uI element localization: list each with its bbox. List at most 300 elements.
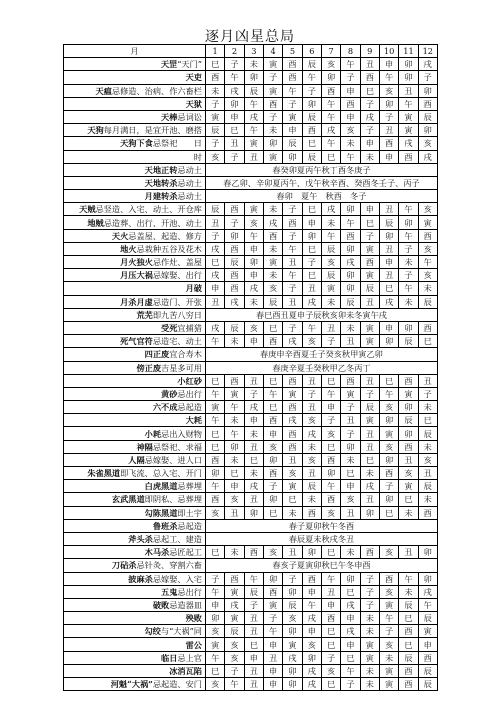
branch-cell: 酉 <box>263 229 282 242</box>
table-row <box>64 295 438 308</box>
branch-cell: 戌 <box>302 427 321 440</box>
branch-cell: 戌 <box>225 598 244 611</box>
seasonal-rule-cell: 春辰夏未秋戌冬丑 <box>206 532 438 545</box>
star-note: 忌造宅、动土 <box>152 336 202 347</box>
branch-cell: 寅 <box>379 664 398 677</box>
branch-cell: 辰 <box>225 256 244 269</box>
branch-cell: 子 <box>283 97 302 110</box>
star-note: 忌起工、建造 <box>152 534 202 545</box>
branch-cell: 巳 <box>321 638 340 651</box>
branch-cell: 戌 <box>225 84 244 97</box>
branch-cell: 巳 <box>244 453 263 466</box>
branch-cell: 亥 <box>263 440 282 453</box>
star-name: 斧头杀 <box>128 534 153 545</box>
table-row <box>64 638 438 651</box>
branch-cell: 寅 <box>283 387 302 400</box>
branch-cell: 未 <box>302 440 321 453</box>
branch-cell: 申 <box>263 678 282 691</box>
header-month-number: 4 <box>263 45 282 58</box>
branch-cell: 卯 <box>302 97 321 110</box>
branch-cell: 未 <box>418 493 437 506</box>
branch-cell: 酉 <box>225 242 244 255</box>
branch-cell: 酉 <box>225 269 244 282</box>
branch-cell: 午 <box>418 598 437 611</box>
star-note: 忌起造 <box>177 520 202 531</box>
star-name: 死气官符 <box>120 336 153 347</box>
branch-cell: 戌 <box>321 124 340 137</box>
star-note: 忌嫁娶、入宅 <box>152 573 202 584</box>
branch-cell: 寅 <box>360 269 379 282</box>
branch-cell: 巳 <box>283 493 302 506</box>
branch-cell: 酉 <box>244 546 263 559</box>
branch-cell: 辰 <box>399 414 418 427</box>
branch-cell: 卯 <box>283 678 302 691</box>
star-note: 即阴私、忌葬埋 <box>144 494 202 505</box>
branch-cell: 申 <box>341 480 360 493</box>
table-row <box>64 559 438 572</box>
branch-cell: 辰 <box>418 110 437 123</box>
branch-cell: 亥 <box>321 427 340 440</box>
branch-cell: 申 <box>206 598 225 611</box>
table-row <box>64 612 438 625</box>
branch-cell: 卯 <box>263 572 282 585</box>
star-name: 天贼 <box>79 204 96 215</box>
branch-cell: 酉 <box>206 71 225 84</box>
branch-cell: 卯 <box>341 203 360 216</box>
branch-cell: 巳 <box>302 137 321 150</box>
branch-cell: 亥 <box>379 585 398 598</box>
branch-cell: 申 <box>379 321 398 334</box>
branch-cell: 戌 <box>418 585 437 598</box>
star-name: 白虎黑道 <box>144 481 178 492</box>
star-name: 月建转杀 <box>144 191 178 202</box>
table-row <box>64 401 438 414</box>
branch-cell: 丑 <box>283 256 302 269</box>
star-name-cell <box>64 374 206 387</box>
branch-cell: 卯 <box>341 440 360 453</box>
star-name-cell <box>64 493 206 506</box>
seasonal-rule-cell: 春卯 夏午 秋酉 冬子 <box>206 190 438 203</box>
branch-cell: 午 <box>341 664 360 677</box>
branch-cell: 申 <box>341 110 360 123</box>
branch-cell: 酉 <box>283 374 302 387</box>
branch-cell: 酉 <box>302 572 321 585</box>
branch-cell: 亥 <box>244 321 263 334</box>
star-note: 忌竖造、入宅、动土、开仓库 <box>95 204 202 215</box>
branch-cell: 子 <box>360 229 379 242</box>
branch-cell: 丑 <box>379 269 398 282</box>
branch-cell: 未 <box>360 664 379 677</box>
branch-cell: 巳 <box>321 150 340 163</box>
branch-cell: 午 <box>244 229 263 242</box>
branch-cell: 戌 <box>341 625 360 638</box>
branch-cell: 卯 <box>379 493 398 506</box>
star-note: 忌起造 <box>177 402 202 413</box>
star-note: 忌动土 <box>177 191 202 202</box>
branch-cell: 子 <box>379 625 398 638</box>
branch-cell: 寅 <box>379 678 398 691</box>
branch-cell: 未 <box>399 585 418 598</box>
branch-cell: 丑 <box>302 467 321 480</box>
branch-cell: 巳 <box>321 625 340 638</box>
star-name-cell <box>64 480 206 493</box>
branch-cell: 寅 <box>399 480 418 493</box>
star-name-cell <box>64 269 206 282</box>
branch-cell: 丑 <box>360 58 379 71</box>
branch-cell: 辰 <box>206 203 225 216</box>
header-month-number: 8 <box>341 45 360 58</box>
branch-cell: 亥 <box>379 546 398 559</box>
branch-cell: 寅 <box>379 598 398 611</box>
star-note: 宜捕猎 <box>177 323 202 334</box>
branch-cell: 酉 <box>399 664 418 677</box>
branch-cell: 酉 <box>418 97 437 110</box>
branch-cell: 子 <box>225 216 244 229</box>
branch-cell: 子 <box>341 427 360 440</box>
star-name: 河魁“大祸” <box>110 679 153 690</box>
branch-cell: 亥 <box>263 546 282 559</box>
branch-cell: 子 <box>360 124 379 137</box>
branch-cell: 辰 <box>283 137 302 150</box>
branch-cell: 辰 <box>244 585 263 598</box>
table-row <box>64 493 438 506</box>
branch-cell: 酉 <box>263 414 282 427</box>
table-row <box>64 387 438 400</box>
branch-cell: 亥 <box>321 506 340 519</box>
star-note: 即飞流、总入宅、开门 <box>120 468 202 479</box>
star-name-cell <box>64 216 206 229</box>
branch-cell: 巳 <box>206 664 225 677</box>
branch-cell: 寅 <box>341 387 360 400</box>
star-name: 天地转杀 <box>144 177 178 188</box>
branch-cell: 辰 <box>418 295 437 308</box>
table-row <box>64 71 438 84</box>
branch-cell: 亥 <box>206 150 225 163</box>
branch-cell: 戌 <box>263 216 282 229</box>
branch-cell: 辰 <box>379 216 398 229</box>
branch-cell: 酉 <box>418 506 437 519</box>
branch-cell: 未 <box>263 124 282 137</box>
seasonal-rule-cell: 春子夏卯秋午冬酉 <box>206 519 438 532</box>
star-name: 玄武黑道 <box>111 494 145 505</box>
branch-cell: 辰 <box>302 480 321 493</box>
star-name-cell <box>64 678 206 691</box>
branch-cell: 酉 <box>360 71 379 84</box>
branch-cell: 子 <box>379 110 398 123</box>
branch-cell: 丑 <box>225 137 244 150</box>
branch-cell: 申 <box>360 203 379 216</box>
star-name: 破败 <box>152 599 170 610</box>
branch-cell: 未 <box>399 295 418 308</box>
star-name: 四正废 <box>144 349 170 360</box>
branch-cell: 午 <box>244 97 263 110</box>
branch-cell: 酉 <box>321 453 340 466</box>
branch-cell: 丑 <box>244 625 263 638</box>
branch-cell: 丑 <box>321 585 340 598</box>
branch-cell: 未 <box>341 137 360 150</box>
star-name: 人隔 <box>128 454 145 465</box>
table-row <box>64 176 438 189</box>
branch-cell: 寅 <box>360 414 379 427</box>
table-row <box>64 532 438 545</box>
branch-cell: 亥 <box>341 493 360 506</box>
table-row <box>64 414 438 427</box>
branch-cell: 巳 <box>302 269 321 282</box>
branch-cell: 酉 <box>206 493 225 506</box>
branch-cell: 戌 <box>244 282 263 295</box>
branch-cell: 申 <box>244 414 263 427</box>
branch-cell: 卯 <box>206 467 225 480</box>
branch-cell: 丑 <box>399 546 418 559</box>
branch-cell: 卯 <box>418 124 437 137</box>
branch-cell: 丑 <box>360 493 379 506</box>
branch-cell: 巳 <box>302 203 321 216</box>
branch-cell: 巳 <box>206 440 225 453</box>
star-name-cell <box>64 598 206 611</box>
branch-cell: 戌 <box>302 295 321 308</box>
branch-cell: 卯 <box>399 427 418 440</box>
branch-cell: 酉 <box>263 335 282 348</box>
branch-cell: 巳 <box>263 401 282 414</box>
branch-cell: 申 <box>321 598 340 611</box>
branch-cell: 辰 <box>341 295 360 308</box>
branch-cell: 卯 <box>341 242 360 255</box>
branch-cell: 亥 <box>418 453 437 466</box>
star-name: 天狗下食 <box>120 138 153 149</box>
branch-cell: 午 <box>418 256 437 269</box>
branch-cell: 酉 <box>399 625 418 638</box>
header-month-number: 12 <box>418 45 437 58</box>
branch-cell: 丑 <box>225 506 244 519</box>
star-name-cell <box>64 506 206 519</box>
star-name: 雷公 <box>185 639 202 650</box>
branch-cell: 寅 <box>263 150 282 163</box>
branch-cell: 未 <box>399 506 418 519</box>
branch-cell: 丑 <box>244 150 263 163</box>
branch-cell: 戌 <box>206 242 225 255</box>
star-name: 大耗 <box>185 415 202 426</box>
branch-cell: 辰 <box>418 480 437 493</box>
table-row <box>64 625 438 638</box>
branch-cell: 未 <box>418 440 437 453</box>
branch-cell: 未 <box>341 546 360 559</box>
table-row <box>64 242 438 255</box>
table-row <box>64 124 438 137</box>
header-month-number: 6 <box>302 45 321 58</box>
table-row <box>64 110 438 123</box>
star-name: 天棒 <box>161 112 178 123</box>
branch-cell: 酉 <box>263 97 282 110</box>
branch-cell: 亥 <box>341 124 360 137</box>
header-month-number: 2 <box>225 45 244 58</box>
branch-cell: 午 <box>302 598 321 611</box>
branch-cell: 丑 <box>302 282 321 295</box>
star-note: 忌造葬、出行、开池、动土 <box>103 217 202 228</box>
branch-cell: 午 <box>225 678 244 691</box>
star-name: 受死 <box>161 323 178 334</box>
branch-cell: 未 <box>360 625 379 638</box>
branch-cell: 寅 <box>263 84 282 97</box>
branch-cell: 申 <box>263 664 282 677</box>
branch-cell: 申 <box>302 625 321 638</box>
star-name-cell <box>64 321 206 334</box>
branch-cell: 巳 <box>399 638 418 651</box>
branch-cell: 酉 <box>379 137 398 150</box>
branch-cell: 卯 <box>244 256 263 269</box>
branch-cell: 酉 <box>283 216 302 229</box>
branch-cell: 亥 <box>321 58 340 71</box>
branch-cell: 午 <box>206 480 225 493</box>
header-month-number: 7 <box>321 45 340 58</box>
branch-cell: 丑 <box>263 651 282 664</box>
branch-cell: 午 <box>379 612 398 625</box>
branch-cell: 申 <box>206 282 225 295</box>
branch-cell: 卯 <box>302 229 321 242</box>
branch-cell: 寅 <box>244 137 263 150</box>
header-month-number: 5 <box>283 45 302 58</box>
branch-cell: 巳 <box>302 242 321 255</box>
branch-cell: 戌 <box>418 58 437 71</box>
star-name-cell <box>64 427 206 440</box>
star-name-cell <box>64 414 206 427</box>
branch-cell: 申 <box>418 638 437 651</box>
star-note: 忌上官 <box>177 652 202 663</box>
branch-cell: 辰 <box>360 401 379 414</box>
branch-cell: 戌 <box>360 480 379 493</box>
table-row <box>64 480 438 493</box>
branch-cell: 巳 <box>341 651 360 664</box>
branch-cell: 戌 <box>302 678 321 691</box>
star-note: 即土宇 <box>177 507 202 518</box>
star-name-cell <box>64 58 206 71</box>
branch-cell: 未 <box>360 612 379 625</box>
branch-cell: 丑 <box>302 374 321 387</box>
branch-cell: 卯 <box>379 229 398 242</box>
branch-cell: 寅 <box>283 480 302 493</box>
branch-cell: 酉 <box>283 58 302 71</box>
star-note: 忌词讼 <box>177 112 202 123</box>
branch-cell: 寅 <box>379 427 398 440</box>
star-name: 勾绞 <box>144 626 161 637</box>
star-name-cell <box>64 546 206 559</box>
star-name-cell <box>64 163 206 176</box>
branch-cell: 子 <box>206 229 225 242</box>
branch-cell: 卯 <box>244 71 263 84</box>
branch-cell: 丑 <box>283 295 302 308</box>
branch-cell: 辰 <box>360 282 379 295</box>
table-row <box>64 321 438 334</box>
branch-cell: 寅 <box>399 110 418 123</box>
table-row <box>64 427 438 440</box>
branch-cell: 戌 <box>206 321 225 334</box>
branch-cell: 午 <box>399 229 418 242</box>
branch-cell: 子 <box>360 598 379 611</box>
branch-cell: 巳 <box>263 321 282 334</box>
branch-cell: 寅 <box>225 387 244 400</box>
branch-cell: 酉 <box>418 321 437 334</box>
branch-cell: 申 <box>341 612 360 625</box>
branch-cell: 未 <box>341 453 360 466</box>
star-name: 荒芜 <box>136 309 153 320</box>
branch-cell: 卯 <box>263 453 282 466</box>
branch-cell: 寅 <box>360 242 379 255</box>
branch-cell: 辰 <box>206 124 225 137</box>
star-name-cell <box>64 137 206 150</box>
branch-cell: 辰 <box>321 242 340 255</box>
star-name-cell <box>64 190 206 203</box>
branch-cell: 巳 <box>379 282 398 295</box>
branch-cell: 巳 <box>418 335 437 348</box>
branch-cell: 戌 <box>341 256 360 269</box>
branch-cell: 申 <box>341 638 360 651</box>
branch-cell: 子 <box>206 137 225 150</box>
branch-cell: 子 <box>225 58 244 71</box>
table-row <box>64 374 438 387</box>
branch-cell: 酉 <box>379 467 398 480</box>
branch-cell: 卯 <box>418 572 437 585</box>
branch-cell: 午 <box>321 137 340 150</box>
branch-cell: 子 <box>321 414 340 427</box>
branch-cell: 丑 <box>379 203 398 216</box>
branch-cell: 辰 <box>321 269 340 282</box>
branch-cell: 酉 <box>283 71 302 84</box>
branch-cell: 酉 <box>399 374 418 387</box>
branch-cell: 未 <box>244 427 263 440</box>
star-name-cell <box>64 361 206 374</box>
branch-cell: 子 <box>263 612 282 625</box>
star-name: 小红砂 <box>177 375 202 386</box>
branch-cell: 未 <box>302 493 321 506</box>
branch-cell: 午 <box>321 97 340 110</box>
branch-cell: 子 <box>244 387 263 400</box>
branch-cell: 卯 <box>206 612 225 625</box>
branch-cell: 寅 <box>418 216 437 229</box>
branch-cell: 申 <box>321 401 340 414</box>
branch-cell: 卯 <box>263 493 282 506</box>
branch-cell: 卯 <box>399 321 418 334</box>
star-name: 神隔 <box>136 441 153 452</box>
star-name: 傍正废 <box>136 362 162 373</box>
branch-cell: 子 <box>360 387 379 400</box>
branch-cell: 卯 <box>379 453 398 466</box>
branch-cell: 丑 <box>418 467 437 480</box>
branch-cell: 辰 <box>302 150 321 163</box>
branch-cell: 寅 <box>263 256 282 269</box>
branch-cell: 丑 <box>283 546 302 559</box>
branch-cell: 辰 <box>225 321 244 334</box>
branch-cell: 亥 <box>206 625 225 638</box>
branch-cell: 午 <box>206 335 225 348</box>
branch-cell: 午 <box>283 269 302 282</box>
branch-cell: 午 <box>321 110 340 123</box>
branch-cell: 午 <box>302 321 321 334</box>
branch-cell: 午 <box>244 124 263 137</box>
branch-cell: 戌 <box>321 203 340 216</box>
star-note: 吉星多可用 <box>161 362 202 373</box>
table-row <box>64 58 438 71</box>
table-row <box>64 269 438 282</box>
table-row <box>64 585 438 598</box>
star-name: 月压大祸 <box>120 270 153 281</box>
branch-cell: 酉 <box>399 150 418 163</box>
branch-cell: 卯 <box>321 467 340 480</box>
branch-cell: 子 <box>341 71 360 84</box>
branch-cell: 未 <box>244 58 263 71</box>
table-row <box>64 651 438 664</box>
star-name-cell <box>64 467 206 480</box>
branch-cell: 午 <box>399 572 418 585</box>
branch-cell: 卯 <box>399 216 418 229</box>
